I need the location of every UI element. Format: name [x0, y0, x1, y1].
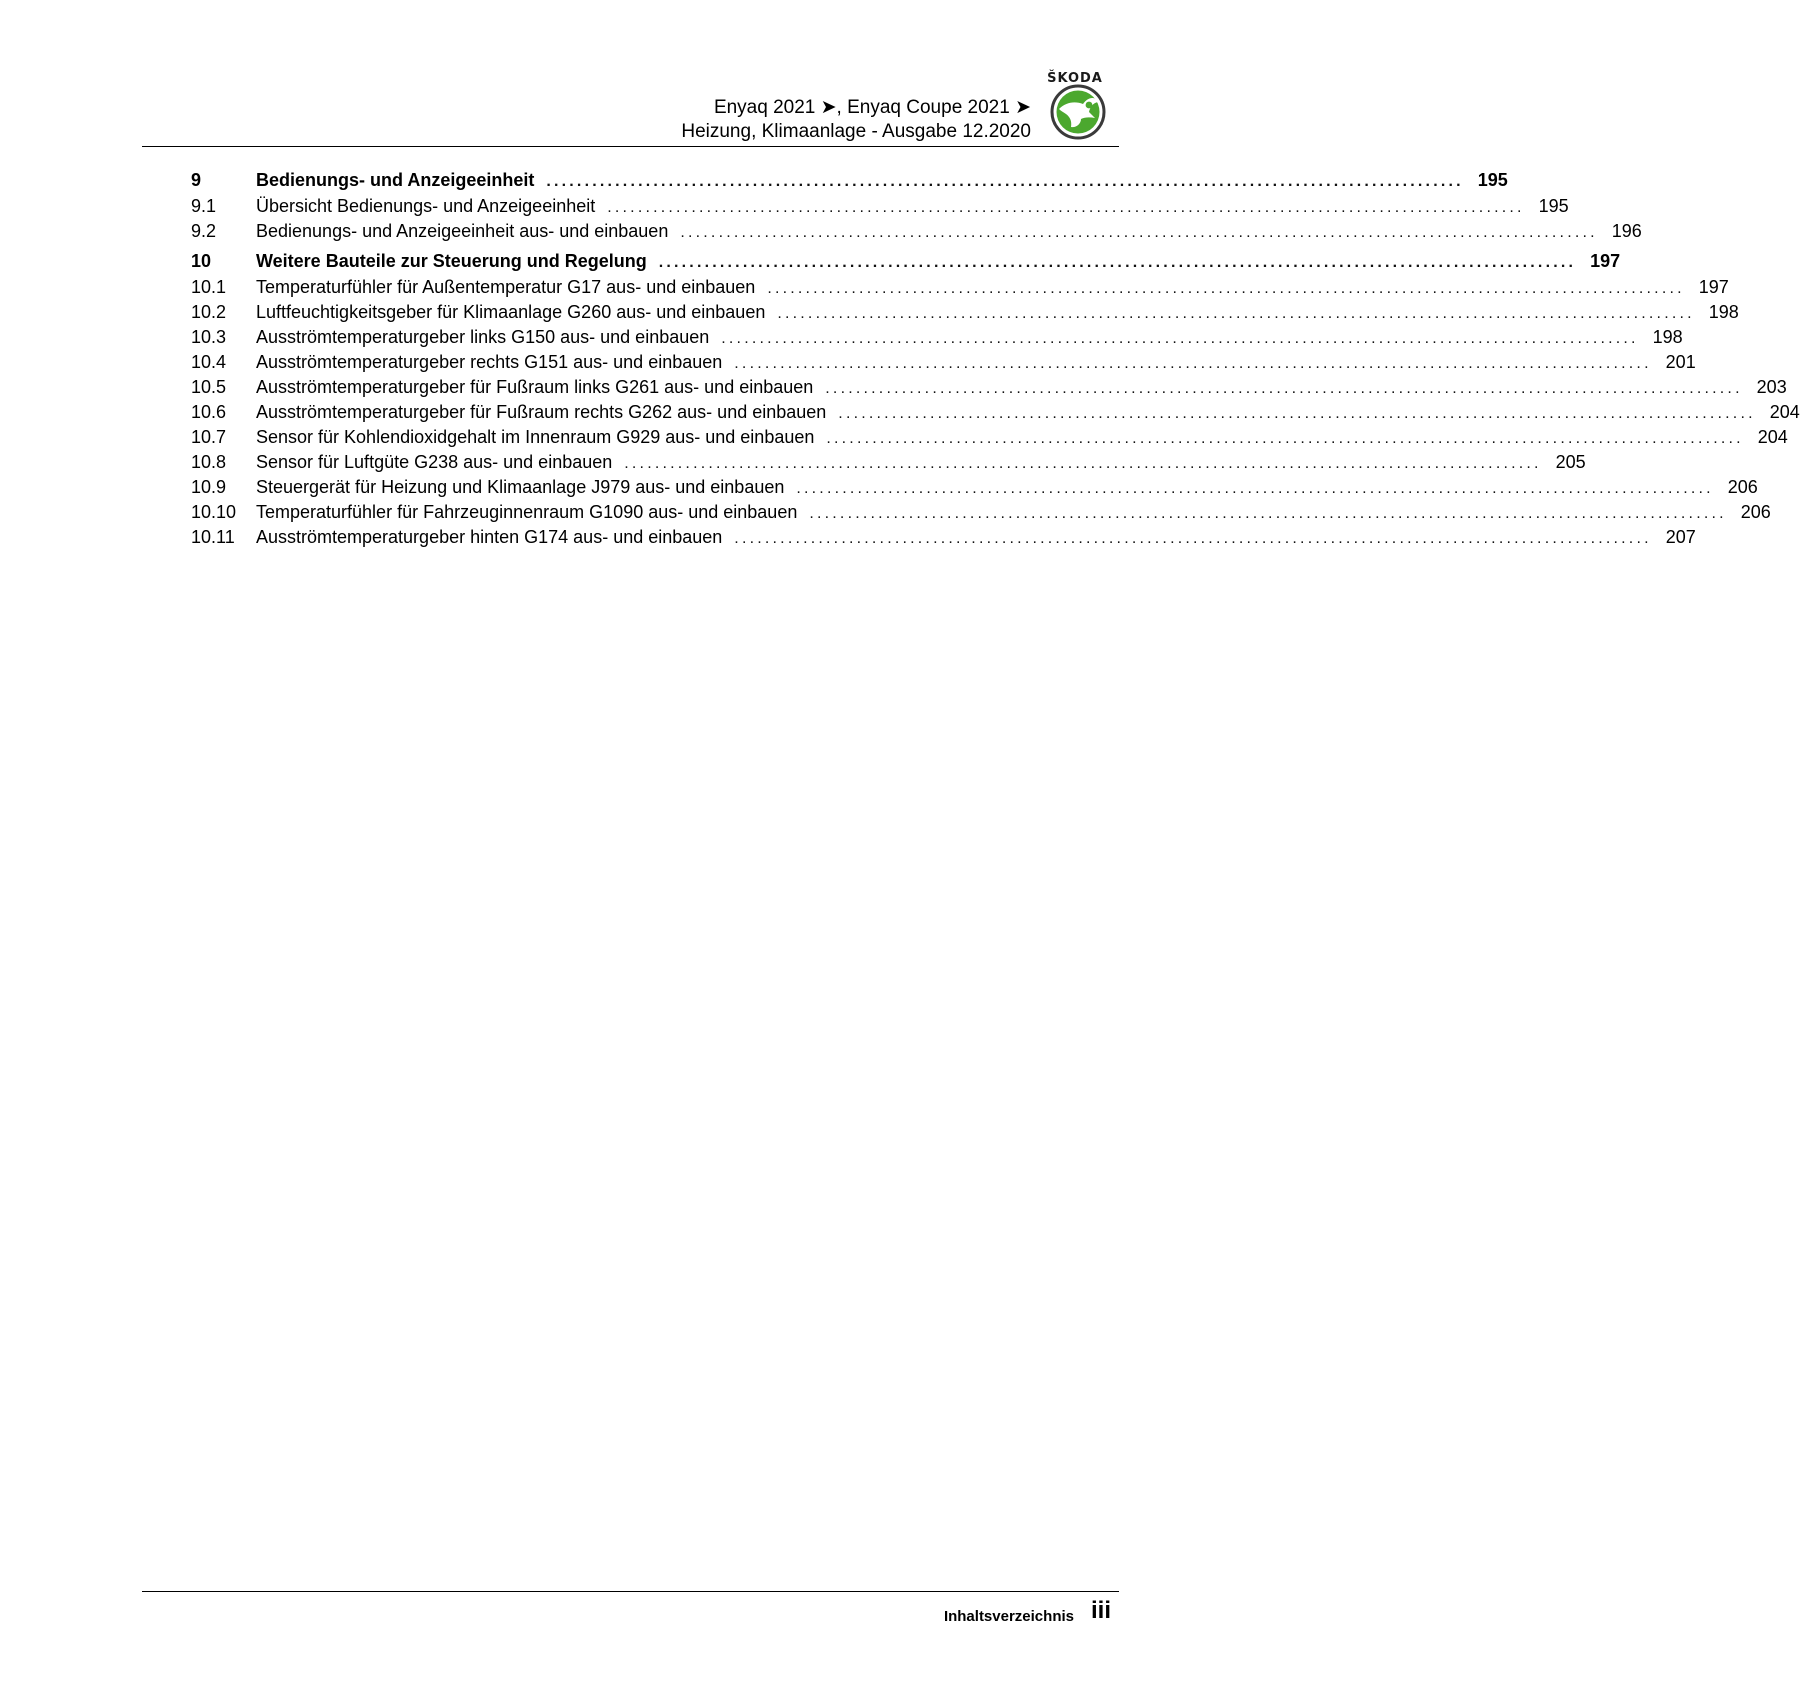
toc-entry[interactable] — [191, 527, 1696, 552]
toc-entry-number: 10.1 — [191, 277, 227, 297]
toc-dot-leader: ........................................................................................................................ — [838, 405, 1756, 422]
toc-entry-page: 197 — [1698, 277, 1729, 297]
toc-dot-leader: ........................................................................................................................ — [734, 355, 1652, 372]
header-vehicle-line: Enyaq 2021 ➤, Enyaq Coupe 2021 ➤ — [713, 97, 1031, 118]
toc-entry-title: Sensor für Kohlendioxidgehalt im Innenraum G929 aus- und einbauen — [256, 427, 815, 447]
toc-entry-number: 10.2 — [191, 302, 227, 322]
toc-entry[interactable] — [191, 302, 1739, 327]
toc-chapter-entry[interactable] — [191, 170, 1508, 196]
toc-entry-number: 10.4 — [191, 352, 227, 372]
toc-entry-title: Temperaturfühler für Außentemperatur G17 aus- und einbauen — [256, 277, 756, 297]
toc-entry-page: 195 — [1477, 170, 1508, 190]
toc-entry-title: Ausströmtemperaturgeber rechts G151 aus- und einbauen — [256, 352, 723, 372]
toc-dot-leader: ........................................................................................................................ — [680, 224, 1598, 241]
toc-entry[interactable] — [191, 377, 1787, 402]
toc-entry-title: Ausströmtemperaturgeber für Fußraum rechts G262 aus- und einbauen — [256, 402, 827, 422]
toc-entry-number: 10 — [191, 251, 212, 271]
toc-entry-page: 204 — [1769, 402, 1800, 422]
header-manual-title: Heizung, Klimaanlage - Ausgabe 12.2020 — [681, 121, 1031, 142]
footer-divider — [142, 1591, 1119, 1592]
toc-entry-title: Sensor für Luftgüte G238 aus- und einbauen — [256, 452, 613, 472]
footer-page-number: iii — [1090, 1597, 1111, 1624]
toc-entry-number: 10.6 — [191, 402, 227, 422]
toc-entry-title: Ausströmtemperaturgeber für Fußraum links G261 aus- und einbauen — [256, 377, 814, 397]
table-of-contents — [191, 170, 1800, 552]
toc-dot-leader: ........................................................................................................................ — [826, 430, 1744, 447]
toc-entry[interactable] — [191, 352, 1696, 377]
toc-entry-number: 9.1 — [191, 196, 217, 216]
toc-entry-title: Bedienungs- und Anzeigeeinheit — [256, 170, 535, 190]
toc-entry[interactable] — [191, 452, 1586, 477]
toc-dot-leader: ........................................................................................................................ — [809, 505, 1727, 522]
skoda-logo-icon — [1050, 84, 1106, 140]
toc-dot-leader: ........................................................................................................................ — [607, 199, 1525, 216]
toc-entry-number: 9.2 — [191, 221, 217, 241]
toc-entry-number: 10.3 — [191, 327, 227, 347]
toc-dot-leader: ........................................................................................................................ — [767, 280, 1685, 297]
toc-entry[interactable] — [191, 327, 1683, 352]
toc-dot-leader: ........................................................................................................................ — [546, 173, 1464, 190]
toc-entry-number: 10.10 — [191, 502, 237, 522]
toc-entry-page: 206 — [1727, 477, 1758, 497]
toc-dot-leader: ........................................................................................................................ — [825, 380, 1743, 397]
toc-dot-leader: ........................................................................................................................ — [721, 330, 1639, 347]
toc-entry-number: 10.8 — [191, 452, 227, 472]
toc-entry-page: 198 — [1708, 302, 1739, 322]
toc-dot-leader: ........................................................................................................................ — [796, 480, 1714, 497]
toc-entry-page: 197 — [1590, 251, 1621, 271]
toc-entry-title: Bedienungs- und Anzeigeeinheit aus- und einbauen — [256, 221, 669, 241]
toc-entry[interactable] — [191, 502, 1771, 527]
toc-entry-page: 195 — [1538, 196, 1569, 216]
toc-entry-title: Temperaturfühler für Fahrzeuginnenraum G1090 aus- und einbauen — [256, 502, 798, 522]
toc-entry[interactable] — [191, 196, 1569, 221]
toc-dot-leader: ........................................................................................................................ — [777, 305, 1695, 322]
toc-entry[interactable] — [191, 427, 1788, 452]
toc-entry-title: Luftfeuchtigkeitsgeber für Klimaanlage G260 aus- und einbauen — [256, 302, 766, 322]
toc-entry[interactable] — [191, 277, 1729, 302]
toc-entry-title: Ausströmtemperaturgeber hinten G174 aus- und einbauen — [256, 527, 723, 547]
toc-entry-number: 10.5 — [191, 377, 227, 397]
toc-entry-page: 205 — [1555, 452, 1586, 472]
toc-entry-number: 10.7 — [191, 427, 227, 447]
toc-entry-page: 201 — [1665, 352, 1696, 372]
brand-wordmark: ŠKODA — [1047, 71, 1103, 86]
toc-dot-leader: ........................................................................................................................ — [658, 254, 1577, 271]
toc-entry[interactable] — [191, 221, 1642, 246]
toc-entry-page: 206 — [1740, 502, 1771, 522]
toc-entry-page: 203 — [1756, 377, 1787, 397]
toc-entry-number: 10.11 — [191, 527, 235, 547]
toc-entry-page: 198 — [1652, 327, 1683, 347]
toc-entry-page: 207 — [1665, 527, 1696, 547]
toc-dot-leader: ........................................................................................................................ — [734, 530, 1652, 547]
footer-section-label: Inhaltsverzeichnis — [943, 1608, 1074, 1625]
toc-entry-page: 204 — [1757, 427, 1788, 447]
toc-entry-title: Ausströmtemperaturgeber links G150 aus- und einbauen — [256, 327, 710, 347]
toc-entry-title: Übersicht Bedienungs- und Anzeigeeinheit — [256, 196, 596, 216]
toc-entry-title: Weitere Bauteile zur Steuerung und Regelung — [256, 251, 647, 271]
toc-entry-title: Steuergerät für Heizung und Klimaanlage J979 aus- und einbauen — [256, 477, 785, 497]
toc-entry-number: 9 — [191, 170, 202, 190]
toc-entry-page: 196 — [1611, 221, 1642, 241]
toc-entry[interactable] — [191, 477, 1758, 502]
toc-chapter-entry[interactable] — [191, 251, 1621, 277]
header-divider — [142, 146, 1119, 147]
toc-entry-number: 10.9 — [191, 477, 227, 497]
toc-entry[interactable] — [191, 402, 1800, 427]
toc-dot-leader: ........................................................................................................................ — [624, 455, 1542, 472]
